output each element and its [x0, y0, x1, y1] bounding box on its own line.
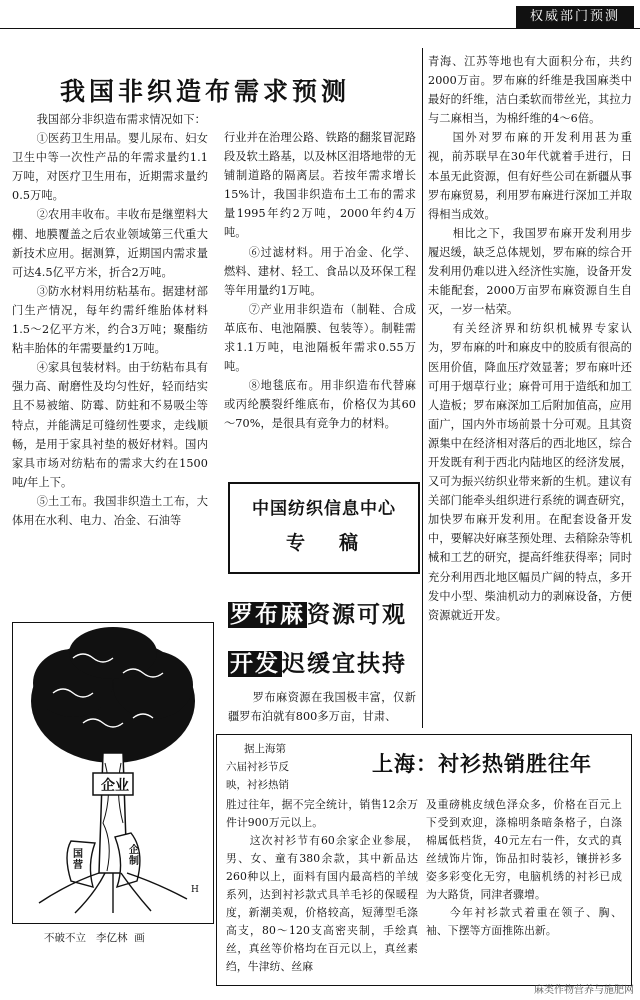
luobuma-title-line2	[228, 645, 407, 678]
source-line: 六届衬衫节反	[226, 761, 289, 773]
section-tag: 权威部门预测	[516, 6, 634, 28]
luobuma-title-rest2: 迟缓宜扶持	[282, 651, 407, 677]
paragraph: 行业并在治理公路、铁路的翻浆冒泥路段及软土路基，以及林区泪塔地带的无铺制道路的隔离层。若按年需求增长15%计，我国非织造布土工布的需求量1995年约2万吨，2000年约4万吨。	[224, 131, 416, 240]
main-article-col2	[224, 128, 416, 473]
paragraph: 国外对罗布麻的开发利用甚为重视，前苏联早在30年代就着手进行，日本虽无此资源，但有好些公司在新疆从事罗布麻贸易，利用罗布麻进行深加工并取得相当成效。	[428, 131, 632, 221]
paragraph: 我国部分非织造布需求情况如下：	[36, 113, 206, 126]
luobuma-col-right	[428, 52, 632, 728]
luobuma-title-rest1: 资源可观	[307, 602, 407, 628]
paragraph: 胜过往年，据不完全统计，销售12余万件计900万元以上。	[226, 798, 418, 829]
cartoon-caption-suffix: 画	[134, 932, 145, 944]
luobuma-lead	[228, 688, 416, 728]
luobuma-title-highlight1: 罗布麻	[230, 602, 305, 628]
paragraph: ⑧地毯底布。用非织造布代替麻或丙纶膜裂纤维底布，价格仅为其60～70%，是很具有竞争力的材料。	[224, 379, 416, 431]
source-box-line1: 中国纺织信息中心	[252, 499, 396, 519]
luobuma-title-line1	[228, 596, 407, 629]
paragraph: 今年衬衫款式着重在领子、胸、袖、下摆等方面推陈出新。	[426, 906, 622, 937]
paragraph: 罗布麻资源在我国极丰富，仅新疆罗布泊就有800多万亩，甘肃、	[228, 691, 416, 724]
source-line: 映，衬衫热销	[226, 779, 289, 791]
luobuma-title-highlight2: 开发	[230, 651, 280, 677]
column-divider	[422, 48, 423, 728]
paragraph: ⑤土工布。我国非织造土工布，大体用在水利、电力、冶金、石油等	[12, 494, 208, 527]
paragraph: ⑦产业用非织造布（制鞋、合成革底布、电池隔膜、包装等）。制鞋需求1.1万吨，电池隔板年需求0.55万吨。	[224, 302, 416, 374]
header-rule	[0, 28, 640, 29]
paragraph: 这次衬衫节有60余家企业参展，男、女、童有380余款，其中新品达260种以上，面料有国内最高档的羊绒系列，达到衬衫款式具羊毛衫的保暖程度，新潮美观，价格较高，短薄型毛涤高支，80～120支高密夹制，手绘真丝，真丝等价格均在百元以上，真丝素绉，牛津纺、丝麻	[226, 834, 418, 973]
cartoon-frame	[12, 622, 214, 924]
cartoon-caption-title: 不破不立	[44, 932, 86, 944]
cartoon-scroll-right: 企制	[129, 845, 139, 867]
cartoon-caption-author: 李亿林	[96, 932, 128, 944]
main-article-col1	[12, 110, 208, 620]
shanghai-col-right	[426, 796, 622, 976]
paragraph: ①医药卫生用品。婴儿尿布、妇女卫生中等一次性产品的年需求量约1.1万吨，对医疗卫生用布，近期需求量约0.5万吨。	[12, 132, 208, 203]
source-box	[228, 482, 420, 574]
paragraph: ③防水材料用纺粘基布。据建材部门生产情况，每年约需纤维胎体材料1.5～2亿平方米，约合3万吨；聚酯纺粘丰胎体的年需要量约1万吨。	[12, 284, 208, 356]
shanghai-article-title: 上海：衬衫热销胜往年	[372, 752, 592, 776]
shanghai-col-left	[226, 796, 418, 976]
watermark: 麻类作物营养与施肥网	[534, 985, 634, 996]
paragraph: 青海、江苏等地也有大面积分布，共约2000万亩。罗布麻的纤维是我国麻类中最好的纤维，洁白柔软而带丝光，其拉力与二麻相当，为棉纤维的4～6倍。	[428, 55, 632, 126]
cartoon-signature: H	[191, 885, 199, 895]
source-box-line2: 专稿	[285, 532, 392, 554]
main-article-title: 我国非织造布需求预测	[60, 77, 351, 106]
paragraph: 及重磅桃皮绒色泽众多，价格在百元上下受到欢迎，涤棉明条暗条格子，白涤棉属低档货，40元左右一件，女式的真丝绒饰片饰，饰品扣时装衫，镶拼衫多姿多彩变化无穷，电脑机绣的衬衫已成为大路货，同津者骤增。	[426, 798, 622, 901]
paragraph: 相比之下，我国罗布麻开发利用步履迟缓，缺乏总体规划，罗布麻的综合开发利用仍难以进入经济性实施，设备开发未能配套，2000万亩罗布麻资源自生自灭，一岁一枯荣。	[428, 226, 632, 317]
paragraph: ④家具包装材料。由于纺粘布具有强力高、耐磨性及均匀性好，轻而结实且不易被缩、防霉、防蛀和不易吸尘等特点，并能满足可缝纫性要求，走线顺畅，是用于家具衬垫的极好材料。国内家具市场对纺粘布的需求大约在1500吨/年上下。	[12, 361, 208, 489]
shanghai-source	[226, 740, 326, 794]
paragraph: 有关经济界和纺织机械界专家认为，罗布麻的叶和麻皮中的胶质有很高的医用价值，降血压疗效显著；罗布麻叶还可用于烟草行业；麻骨可用于造纸和加工人造板；罗布麻深加工后附加值高，应用面广，国内外市场前景十分可观。且其资源集中在经济相对落后的西北地区，综合开发既有利于西北内陆地区的经济发展，又可为振兴纺织业带来新的生机。建议有关部门能牵头组织进行系统的调查研究，加快罗布麻开发利用。在配套设备开发中，要解决好麻茎预处理、去稍除杂等机械和工艺的研究，提高纤维获得率；同时充分利用西北地区幅员广阔的特点，多开发中小型、柴油机动力的剥麻设备，方便资源就近开发。	[428, 322, 632, 622]
cartoon-banner-text: 企业	[101, 778, 129, 794]
cartoon-tree-illustration	[13, 623, 213, 923]
cartoon-scroll-left: 国营	[73, 849, 83, 871]
source-line: 据上海第	[244, 743, 286, 755]
paragraph: ⑥过滤材料。用于冶金、化学、燃料、建材、轻工、食品以及环保工程等年用量约1万吨。	[224, 245, 416, 297]
cartoon-caption	[44, 930, 145, 945]
paragraph: ②农用丰收布。丰收布是继塑料大棚、地膜覆盖之后农业领域第三代重大新技术应用。据测算，近期国内需求量可达4.5亿平方米，折合2万吨。	[12, 208, 208, 279]
